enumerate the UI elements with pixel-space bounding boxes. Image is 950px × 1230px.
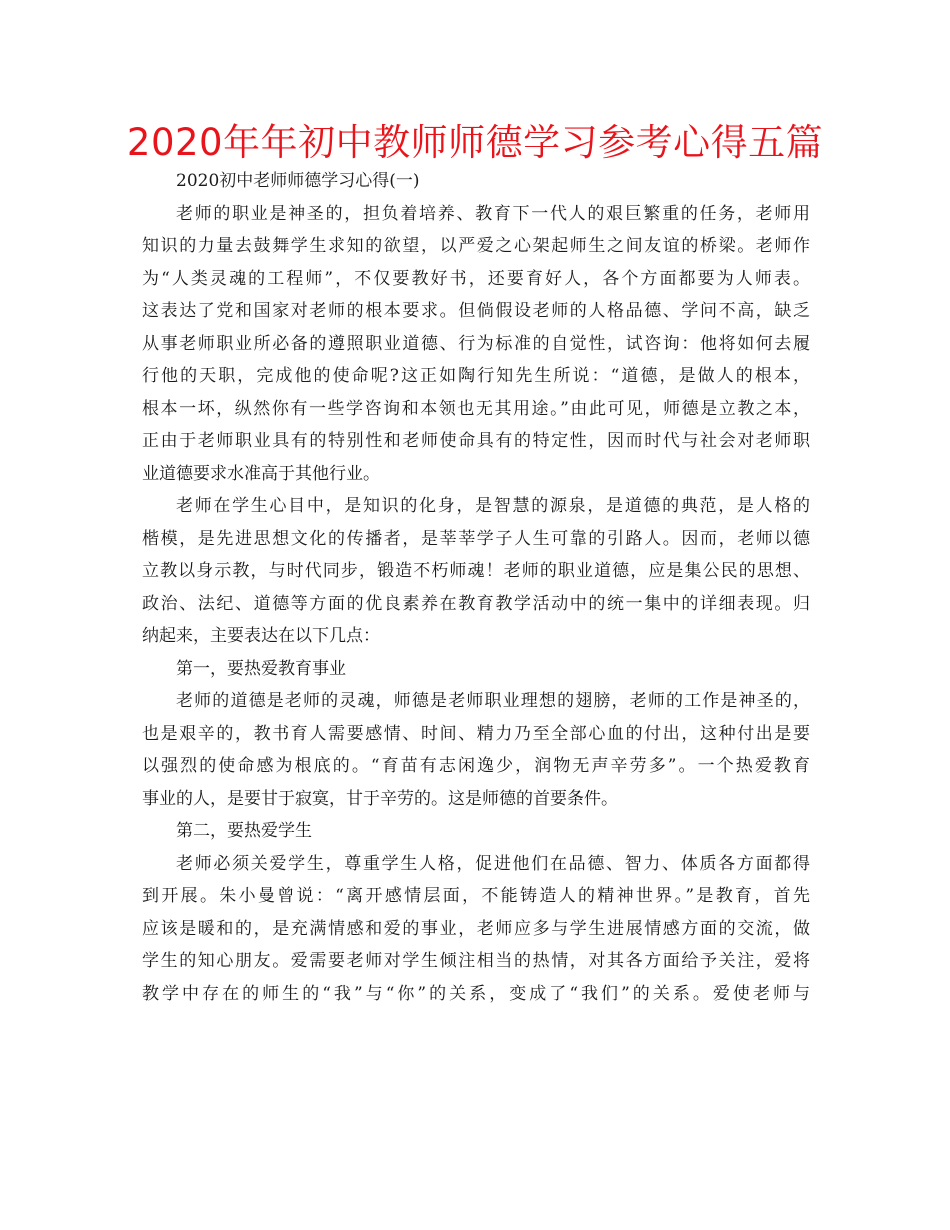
paragraph-line: 正由于老师职业具有的特别性和老师使命具有的特定性，因而时代与社会对老师职 — [142, 431, 810, 451]
paragraph-line: 这表达了党和国家对老师的根本要求。但倘假设老师的人格品德、学问不高，缺乏 — [142, 301, 810, 321]
paragraph-line: 为“人类灵魂的工程师”，不仅要教好书，还要育好人，各个方面都要为人师表。 — [142, 268, 810, 289]
body-paragraph — [142, 848, 810, 1011]
paragraph-line: 立教以身示教，与时代同步，锻造不朽师魂！老师的职业道德，应是集公民的思想、 — [142, 561, 810, 581]
section-subtitle: 2020初中老师师德学习心得(一) — [176, 171, 420, 191]
paragraph-line: 也是艰辛的，教书育人需要感情、时间、精力乃至全部心血的付出，这种付出是要 — [142, 723, 810, 744]
body-paragraph — [142, 490, 810, 653]
paragraph-line: 楷模，是先进思想文化的传播者，是莘莘学子人生可靠的引路人。因而，老师以德 — [142, 528, 810, 549]
paragraph-line: 老师的职业是神圣的，担负着培养、教育下一代人的艰巨繁重的任务，老师用 — [176, 203, 810, 224]
paragraph-line: 政治、法纪、道德等方面的优良素养在教育教学活动中的统一集中的详细表现。归 — [142, 593, 810, 614]
paragraph-line: 知识的力量去鼓舞学生求知的欲望，以严爱之心架起师生之间友谊的桥梁。老师作 — [142, 236, 810, 256]
section-heading: 第二，要热爱学生 — [176, 821, 312, 841]
paragraph-line: 老师必须关爱学生，尊重学生人格，促进他们在品德、智力、体质各方面都得 — [176, 853, 810, 874]
paragraph-line: 行他的天职，完成他的使命呢?这正如陶行知先生所说：“道德，是做人的根本， — [142, 366, 810, 386]
paragraph-line: 老师在学生心目中，是知识的化身，是智慧的源泉，是道德的典范，是人格的 — [176, 496, 810, 516]
paragraph-line: 老师的道德是老师的灵魂，师德是老师职业理想的翅膀，老师的工作是神圣的， — [176, 691, 810, 711]
paragraph-line: 应该是暖和的，是充满情感和爱的事业，老师应多与学生进展情感方面的交流，做 — [142, 918, 810, 939]
paragraph-line: 从事老师职业所必备的遵照职业道德、行为标准的自觉性，试咨询：他将如何去履 — [142, 333, 810, 354]
paragraph-line: 事业的人，是要甘于寂寞，甘于辛劳的。这是师德的首要条件。 — [142, 788, 618, 809]
paragraph-line: 纳起来，主要表达在以下几点： — [142, 626, 380, 646]
paragraph-line: 以强烈的使命感为根底的。“育苗有志闲逸少，润物无声辛劳多”。一个热爱教育 — [142, 756, 810, 776]
paragraph-line: 业道德要求水准高于其他行业。 — [142, 463, 380, 484]
section-heading: 第一，要热爱教育事业 — [176, 658, 346, 679]
document-title: 2020年年初中教师师德学习参考心得五篇 — [126, 121, 824, 164]
document-body — [142, 165, 810, 1010]
paragraph-line: 学生的知心朋友。爱需要老师对学生倾注相当的热情，对其各方面给予关注，爱将 — [142, 951, 810, 971]
paragraph-container — [142, 198, 810, 1011]
paragraph-line: 教学中存在的师生的“我”与“你”的关系，变成了“我们”的关系。爱使老师与 — [142, 983, 810, 1004]
body-paragraph — [142, 198, 810, 491]
paragraph-line: 根本一坏，纵然你有一些学咨询和本领也无其用途。”由此可见，师德是立教之本， — [142, 398, 810, 419]
body-paragraph — [142, 685, 810, 815]
paragraph-line: 到开展。朱小曼曾说：“离开感情层面，不能铸造人的精神世界。”是教育，首先 — [142, 886, 810, 906]
